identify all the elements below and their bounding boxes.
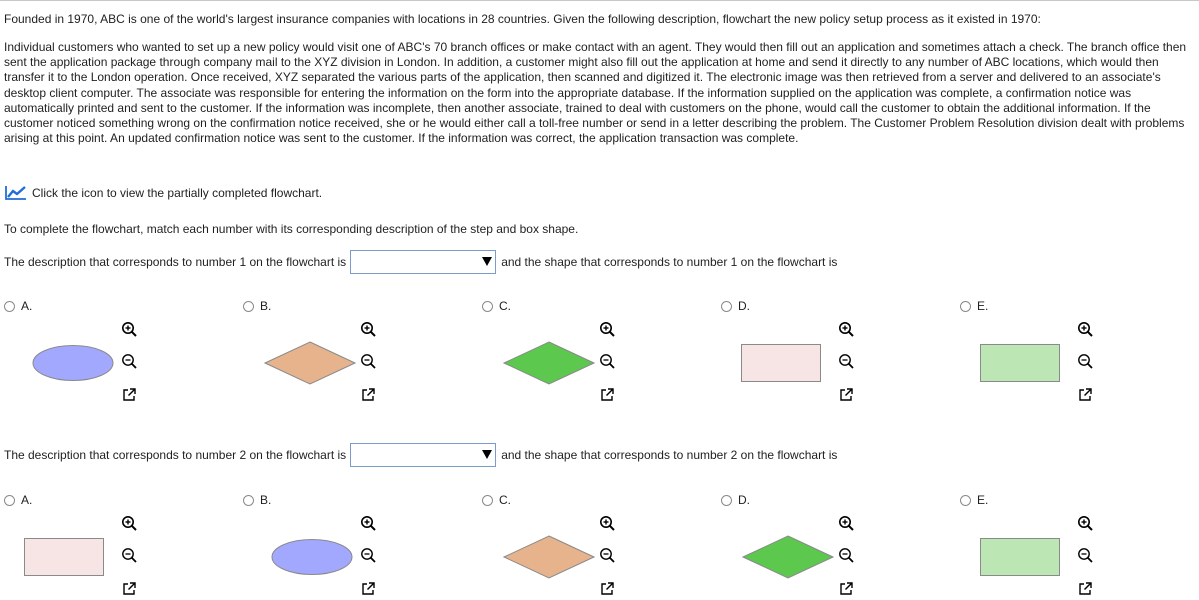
zoom-in-icon[interactable]: [599, 321, 615, 337]
zoom-out-icon[interactable]: [121, 547, 137, 563]
question-2-row: [4, 442, 837, 468]
option-label: E.: [977, 299, 989, 313]
zoom-out-icon[interactable]: [838, 353, 854, 369]
question-1-description-dropdown[interactable]: [350, 250, 496, 274]
zoom-out-icon[interactable]: [838, 547, 854, 563]
popout-icon[interactable]: [1077, 581, 1093, 597]
zoom-out-icon[interactable]: [360, 353, 376, 369]
option-label: D.: [738, 299, 750, 313]
zoom-out-icon[interactable]: [121, 353, 137, 369]
popout-icon[interactable]: [1077, 387, 1093, 403]
zoom-in-icon[interactable]: [1077, 515, 1093, 531]
option-a[interactable]: [4, 299, 32, 313]
popout-icon[interactable]: [360, 387, 376, 403]
top-divider: [0, 0, 1199, 1]
flowchart-link-text: Click the icon to view the partially completed flowchart.: [32, 186, 323, 200]
dropdown-arrow-icon: [482, 450, 492, 459]
flowchart-link-row: [4, 185, 322, 201]
option-label: B.: [260, 299, 272, 313]
option-label: C.: [499, 299, 511, 313]
radio-button[interactable]: [721, 495, 732, 506]
popout-icon[interactable]: [599, 387, 615, 403]
rect-shape: [980, 344, 1060, 385]
rect-shape: [24, 538, 104, 579]
option-d[interactable]: [721, 493, 750, 507]
ellipse-shape: [32, 344, 114, 385]
question-1-shape-prompt: and the shape that corresponds to number 1 on the flowchart is: [501, 255, 838, 269]
zoom-in-icon[interactable]: [1077, 321, 1093, 337]
popout-icon[interactable]: [838, 581, 854, 597]
zoom-in-icon[interactable]: [121, 515, 137, 531]
rect-shape: [741, 344, 821, 385]
radio-button[interactable]: [4, 495, 15, 506]
option-label: B.: [260, 493, 272, 507]
rect-shape: [980, 538, 1060, 579]
problem-intro: Founded in 1970, ABC is one of the world's largest insurance companies with locations in 28 countries. Given the following description, flowchart the new policy setup process as it existed in 1970:: [4, 12, 1041, 26]
diamond-shape: [503, 341, 595, 388]
popout-icon[interactable]: [121, 387, 137, 403]
radio-button[interactable]: [4, 301, 15, 312]
option-label: E.: [977, 493, 989, 507]
question-1-prompt: The description that corresponds to number 1 on the flowchart is: [4, 255, 347, 269]
zoom-out-icon[interactable]: [1077, 547, 1093, 563]
radio-button[interactable]: [482, 495, 493, 506]
popout-icon[interactable]: [838, 387, 854, 403]
problem-description: Individual customers who wanted to set up a new policy would visit one of ABC's 70 branch offices or make contact with an agent. They would then fill out an application and sometimes attach a check. The branch office then sent the application package through company mail to the XYZ division in London. In addition, a customer might also fill out the application at home and send it directly to any number of ABC locations, which would then transfer it to the London operation. Once received, XYZ separated the various parts of the application, then scanned and digitized it. The electronic image was then retrieved from a server and delivered to an associate's desktop client computer. The associate was responsible for entering the information on the form into the appropriate database. If the information supplied on the application was complete, a confirmation notice was automatically printed and sent to the customer. If the information was incomplete, then another associate, trained to deal with customers on the phone, would call the customer to obtain the additional information. If the customer noticed something wrong on the confirmation notice received, she or he would either call a toll-free number or send in a letter describing the problem. The Customer Problem Resolution division dealt with problems arising at this point. An updated confirmation notice was sent to the customer. If the information was correct, the application transaction was complete.: [4, 40, 1187, 146]
dropdown-arrow-icon: [482, 257, 492, 266]
radio-button[interactable]: [721, 301, 732, 312]
zoom-in-icon[interactable]: [121, 321, 137, 337]
popout-icon[interactable]: [599, 581, 615, 597]
option-a[interactable]: [4, 493, 32, 507]
zoom-in-icon[interactable]: [838, 515, 854, 531]
zoom-in-icon[interactable]: [360, 515, 376, 531]
instruction-text: To complete the flowchart, match each number with its corresponding description of the step and box shape.: [4, 222, 579, 236]
zoom-in-icon[interactable]: [838, 321, 854, 337]
radio-button[interactable]: [482, 301, 493, 312]
zoom-out-icon[interactable]: [360, 547, 376, 563]
popout-icon[interactable]: [121, 581, 137, 597]
question-2-shape-prompt: and the shape that corresponds to number 2 on the flowchart is: [501, 448, 838, 462]
line-chart-icon[interactable]: [4, 185, 28, 201]
zoom-out-icon[interactable]: [1077, 353, 1093, 369]
option-label: A.: [21, 493, 33, 507]
option-label: D.: [738, 493, 750, 507]
option-c[interactable]: [482, 493, 511, 507]
option-d[interactable]: [721, 299, 750, 313]
option-e[interactable]: [960, 493, 988, 507]
question-1-row: [4, 249, 837, 275]
ellipse-shape: [271, 538, 353, 579]
diamond-shape: [742, 535, 834, 582]
option-c[interactable]: [482, 299, 511, 313]
zoom-in-icon[interactable]: [360, 321, 376, 337]
zoom-in-icon[interactable]: [599, 515, 615, 531]
radio-button[interactable]: [960, 301, 971, 312]
option-label: C.: [499, 493, 511, 507]
radio-button[interactable]: [960, 495, 971, 506]
zoom-out-icon[interactable]: [599, 353, 615, 369]
question-2-description-dropdown[interactable]: [350, 443, 496, 467]
zoom-out-icon[interactable]: [599, 547, 615, 563]
option-b[interactable]: [243, 493, 271, 507]
diamond-shape: [264, 341, 356, 388]
radio-button[interactable]: [243, 301, 254, 312]
option-label: A.: [21, 299, 33, 313]
popout-icon[interactable]: [360, 581, 376, 597]
radio-button[interactable]: [243, 495, 254, 506]
question-2-prompt: The description that corresponds to number 2 on the flowchart is: [4, 448, 347, 462]
option-b[interactable]: [243, 299, 271, 313]
option-e[interactable]: [960, 299, 988, 313]
diamond-shape: [503, 535, 595, 582]
